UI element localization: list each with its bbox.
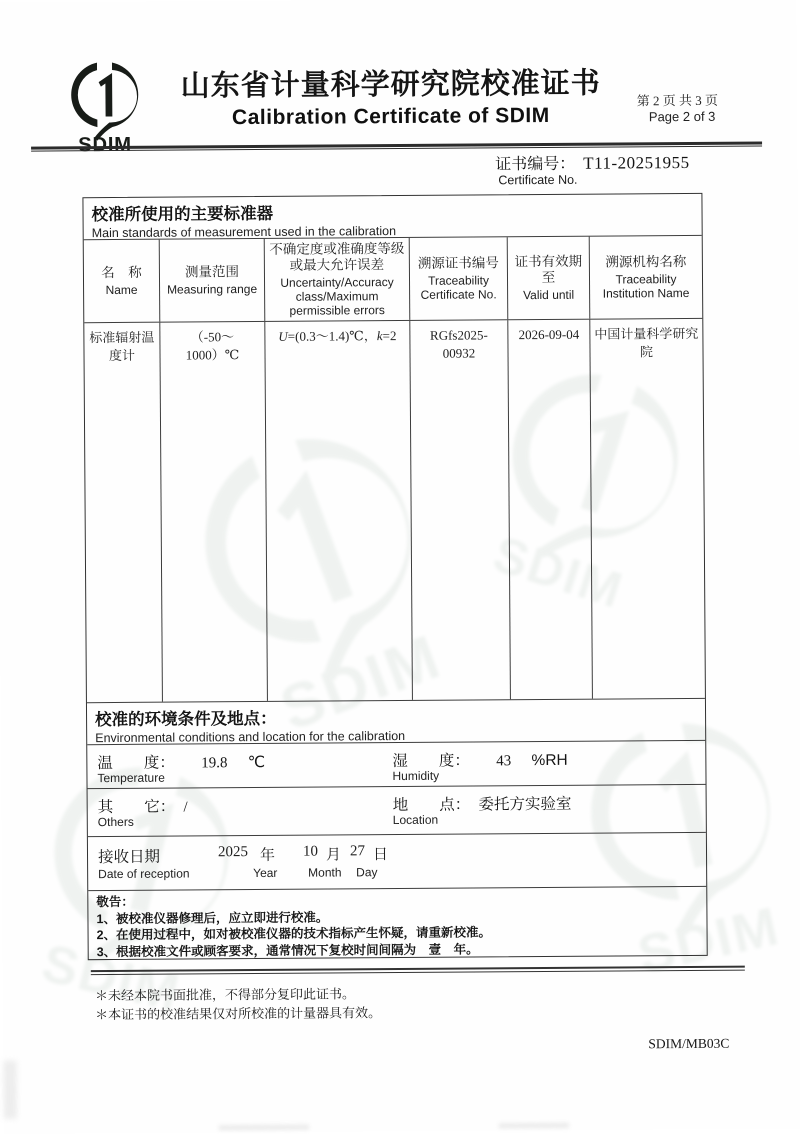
certificate-number-label-zh: 证书编号：: [495, 155, 576, 174]
others-value: /: [183, 799, 188, 816]
row-cell-institution: 中国计量科学研究院: [594, 325, 699, 360]
standards-table-header-row: [84, 236, 703, 323]
column-header-measuring-range: 测量范围 Measuring range: [160, 239, 266, 322]
standards-table-title-zh: 校准所使用的主要标准器: [91, 204, 274, 225]
reception-year-unit: 年: [259, 846, 276, 864]
reception-year-en: Year: [253, 865, 278, 881]
certificate-number-label-en: Certificate No.: [498, 172, 578, 188]
environment-title-en: Environmental conditions and location for the calibration: [95, 728, 406, 746]
location-value: 委托方实验室: [478, 795, 572, 814]
temperature-label-en: Temperature: [97, 770, 165, 786]
temperature-unit: ℃: [247, 753, 266, 772]
footnote-line: ＊本证书的校准结果仅对所校准的计量器具有效。: [95, 1005, 382, 1023]
footnote-line: ＊未经本院书面批准，不得部分复印此证书。: [94, 986, 356, 1004]
row-cell-valid-until: 2026-09-04: [508, 320, 593, 700]
certificate-number: [495, 150, 690, 174]
row-cell-name: 标准辐射温度计: [84, 323, 163, 703]
humidity-field: 湿 度： 43 %RH: [392, 751, 568, 771]
notice-item: 2、在使用过程中，如对被校准仪器的技术指标产生怀疑，请重新校准。: [96, 925, 492, 943]
reception-day-unit: 日: [372, 846, 389, 864]
humidity-label-en: Humidity: [392, 768, 440, 784]
environment-title-zh: 校准的环境条件及地点：: [95, 709, 277, 730]
environment-section-title: [87, 699, 705, 745]
column-header-name: 名 称 Name: [84, 240, 161, 323]
reception-label-zh: 接收日期: [97, 848, 161, 867]
reception-day-en: Day: [356, 865, 378, 880]
standards-table: [82, 193, 707, 960]
certificate-number-value: T11-20251955: [583, 152, 690, 173]
location-label-en: Location: [392, 812, 439, 828]
document-code: SDIM/MB03C: [648, 1035, 730, 1052]
page-number-zh: 第 2 页 共 3 页: [636, 92, 719, 109]
location-field: 地 点： 委托方实验室: [392, 795, 572, 815]
humidity-value: 43: [496, 753, 512, 770]
reception-label-en: Date of reception: [98, 866, 190, 882]
others-field: 其 它： /: [97, 798, 188, 817]
others-label-en: Others: [97, 814, 134, 830]
scan-artifact: [499, 1123, 569, 1128]
column-header-institution: 溯源机构名称 Traceability Institution Name: [602, 253, 690, 301]
row-cell-uncertainty: U=(0.3～1.4)℃，k=2: [265, 321, 413, 701]
row-cell-traceability-cert-no: RGfs2025-00932: [410, 320, 511, 700]
others-location-row: [88, 785, 706, 837]
temperature-humidity-row: [87, 741, 705, 789]
reception-day: 27: [349, 843, 366, 860]
sdim-logo-icon: [66, 58, 143, 155]
reception-month-en: Month: [308, 865, 342, 880]
reception-date-row: [88, 833, 706, 891]
footer-rule: [91, 966, 745, 976]
reception-year: 2025: [217, 844, 249, 861]
column-header-valid-until: 证书有效期 至 Valid until: [508, 237, 591, 320]
certificate-title-en: Calibration Certificate of SDIM: [231, 103, 550, 130]
temperature-field: 温 度： 19.8 ℃: [97, 753, 266, 773]
scan-artifact: [219, 1125, 309, 1131]
row-cell-range: （-50～1000）℃: [160, 322, 268, 702]
notice-title: 敬告：: [96, 894, 134, 910]
notice-section: [88, 887, 706, 961]
notice-item: 1、被校准仪器修理后，应立即进行校准。: [96, 910, 329, 926]
page-number-en: Page 2 of 3: [648, 108, 716, 125]
footnotes: [95, 984, 381, 1024]
humidity-unit: %RH: [531, 751, 568, 770]
reception-month: 10: [302, 843, 319, 860]
certificate-title-zh: 山东省计量科学研究院校准证书: [180, 67, 601, 103]
reception-month-unit: 月: [325, 846, 342, 864]
standards-table-title-en: Main standards of measurement used in the calibration: [91, 224, 397, 241]
notice-item: 3、根据校准文件或顾客要求，通常情况下复校时间间隔为 壹 年。: [96, 941, 479, 959]
standards-table-title: [83, 194, 701, 240]
scan-artifact: [3, 1061, 16, 1119]
standards-table-data-row: [84, 319, 705, 703]
column-header-uncertainty: 不确定度或准确度等级或最大允许误差 Uncertainty/Accuracy class/Maximum permissible errors: [265, 238, 411, 321]
temperature-value: 19.8: [201, 755, 228, 772]
column-header-traceability-cert-no: 溯源证书编号 Traceability Certificate No.: [410, 237, 509, 320]
